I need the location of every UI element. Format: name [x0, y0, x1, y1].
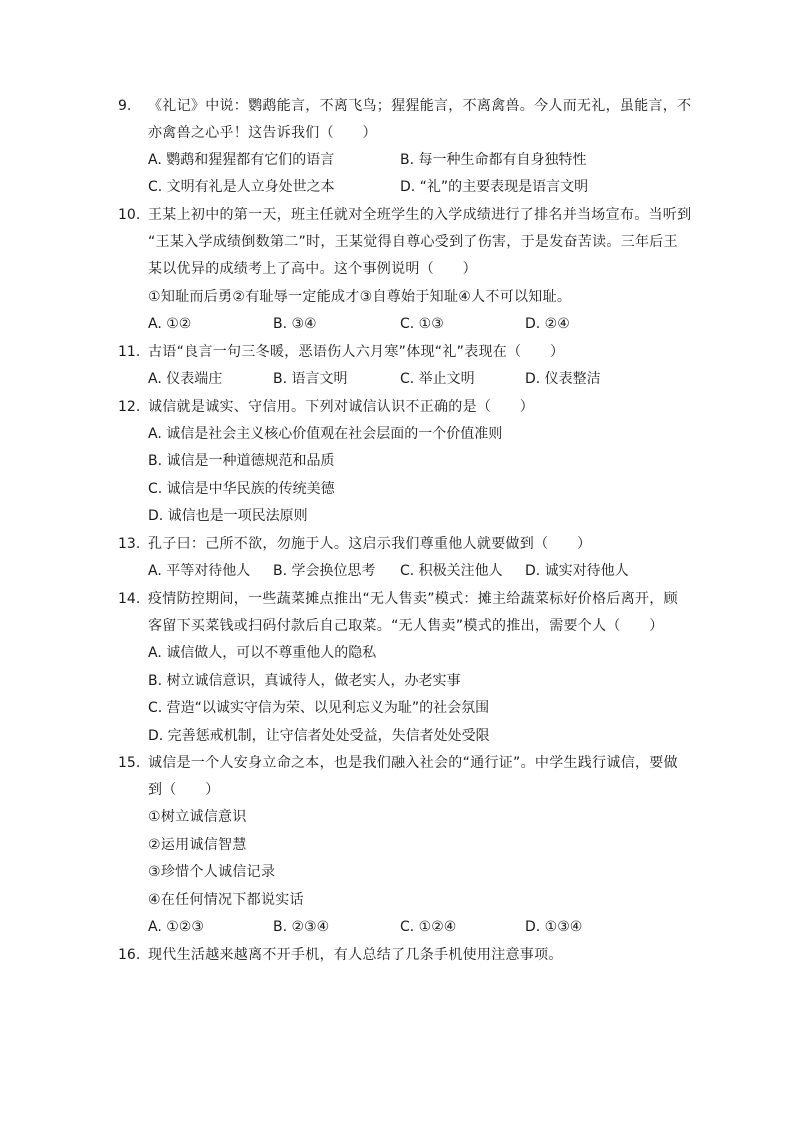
question-13-stem-line-1: 孔子曰：己所不欲，勿施于人。这启示我们尊重他人就要做到（ ）	[148, 536, 592, 552]
question-16-stem-line-1: 现代生活越来越离不开手机，有人总结了几条手机使用注意事项。	[148, 947, 563, 963]
question-11-option-a[interactable]: A. 仪表端庄	[148, 371, 223, 387]
question-15-stem-line-4: ②运用诚信智慧	[148, 837, 247, 853]
question-10-option-d[interactable]: D. ②④	[525, 316, 570, 332]
question-10-stem-line-4: ①知耻而后勇②有耻辱一定能成才③自尊始于知耻④人不可以知耻。	[148, 289, 572, 305]
question-14-stem-line-2: 客留下买菜钱或扫码付款后自己取菜。“无人售卖”模式的推出，需要个人（ ）	[148, 618, 664, 634]
question-13-number: 13.	[118, 536, 141, 552]
question-11-option-b[interactable]: B. 语言文明	[273, 371, 348, 387]
question-10-number: 10.	[118, 207, 141, 223]
question-14-number: 14.	[118, 591, 141, 607]
question-10-stem-line-2: “王某入学成绩倒数第二”时，王某觉得自尊心受到了伤害，于是发奋苦读。三年后王	[148, 234, 678, 250]
question-10-stem-line-3: 某以优异的成绩考上了高中。这个事例说明（ ）	[148, 261, 477, 277]
question-11-stem-line-1: 古语“良言一句三冬暖，恶语伤人六月寒”体现“礼”表现在（ ）	[148, 344, 565, 360]
question-15-number: 15.	[118, 755, 141, 771]
question-9-option-c[interactable]: C. 文明有礼是人立身处世之本	[148, 179, 335, 195]
question-14-option-a[interactable]: A. 诚信做人，可以不尊重他人的隐私	[148, 645, 377, 661]
question-15-option-c[interactable]: C. ①②④	[400, 919, 457, 935]
question-10-option-c[interactable]: C. ①③	[400, 316, 444, 332]
question-9-option-a[interactable]: A. 鹦鹉和猩猩都有它们的语言	[148, 152, 335, 168]
question-11-number: 11.	[118, 344, 141, 360]
question-15-option-b[interactable]: B. ②③④	[273, 919, 330, 935]
question-9-stem-line-1: 《礼记》中说：鹦鹉能言，不离飞鸟；猩猩能言，不离禽兽。今人而无礼，虽能言，不	[148, 98, 692, 114]
question-13-option-c[interactable]: C. 积极关注他人	[400, 563, 503, 579]
question-12-option-c[interactable]: C. 诚信是中华民族的传统美德	[148, 481, 335, 497]
question-12-option-a[interactable]: A. 诚信是社会主义核心价值观在社会层面的一个价值准则	[148, 426, 503, 442]
question-15-option-d[interactable]: D. ①③④	[525, 919, 583, 935]
question-13-option-d[interactable]: D. 诚实对待他人	[525, 563, 629, 579]
question-14-option-b[interactable]: B. 树立诚信意识，真诚待人，做老实人，办老实事	[148, 673, 461, 689]
question-13-option-a[interactable]: A. 平等对待他人	[148, 563, 251, 579]
question-16-number: 16.	[118, 947, 141, 963]
question-15-stem-line-1: 诚信是一个人安身立命之本，也是我们融入社会的“通行证”。中学生践行诚信，要做	[148, 755, 678, 771]
question-15-stem-line-2: 到（ ）	[148, 782, 220, 798]
question-12-option-d[interactable]: D. 诚信也是一项民法原则	[148, 508, 308, 524]
question-15-option-a[interactable]: A. ①②③	[148, 919, 204, 935]
question-10-option-a[interactable]: A. ①②	[148, 316, 192, 332]
question-10-option-b[interactable]: B. ③④	[273, 316, 317, 332]
question-15-stem-line-5: ③珍惜个人诚信记录	[148, 864, 276, 880]
question-11-option-c[interactable]: C. 举止文明	[400, 371, 475, 387]
question-10-stem-line-1: 王某上初中的第一天，班主任就对全班学生的入学成绩进行了排名并当场宣布。当听到	[148, 207, 692, 223]
question-11-option-d[interactable]: D. 仪表整洁	[525, 371, 601, 387]
question-9-option-d[interactable]: D. “礼”的主要表现是语言文明	[400, 179, 589, 195]
question-12-option-b[interactable]: B. 诚信是一种道德规范和品质	[148, 453, 335, 469]
question-13-option-b[interactable]: B. 学会换位思考	[273, 563, 376, 579]
question-12-number: 12.	[118, 399, 141, 415]
question-14-stem-line-1: 疫情防控期间，一些蔬菜摊点推出“无人售卖”模式：摊主给蔬菜标好价格后离开，顾	[148, 591, 678, 607]
question-15-stem-line-3: ①树立诚信意识	[148, 809, 247, 825]
question-14-option-c[interactable]: C. 营造“以诚实守信为荣、以见利忘义为耻”的社会氛围	[148, 700, 490, 716]
question-9-option-b[interactable]: B. 每一种生命都有自身独特性	[400, 152, 587, 168]
question-14-option-d[interactable]: D. 完善惩戒机制，让守信者处处受益，失信者处处受限	[148, 728, 490, 744]
question-12-stem-line-1: 诚信就是诚实、守信用。下列对诚信认识不正确的是（ ）	[148, 399, 535, 415]
question-9-number: 9.	[118, 98, 132, 114]
question-9-stem-line-2: 亦禽兽之心乎！这告诉我们（ ）	[148, 125, 377, 141]
question-15-stem-line-6: ④在任何情况下都说实话	[148, 892, 304, 908]
